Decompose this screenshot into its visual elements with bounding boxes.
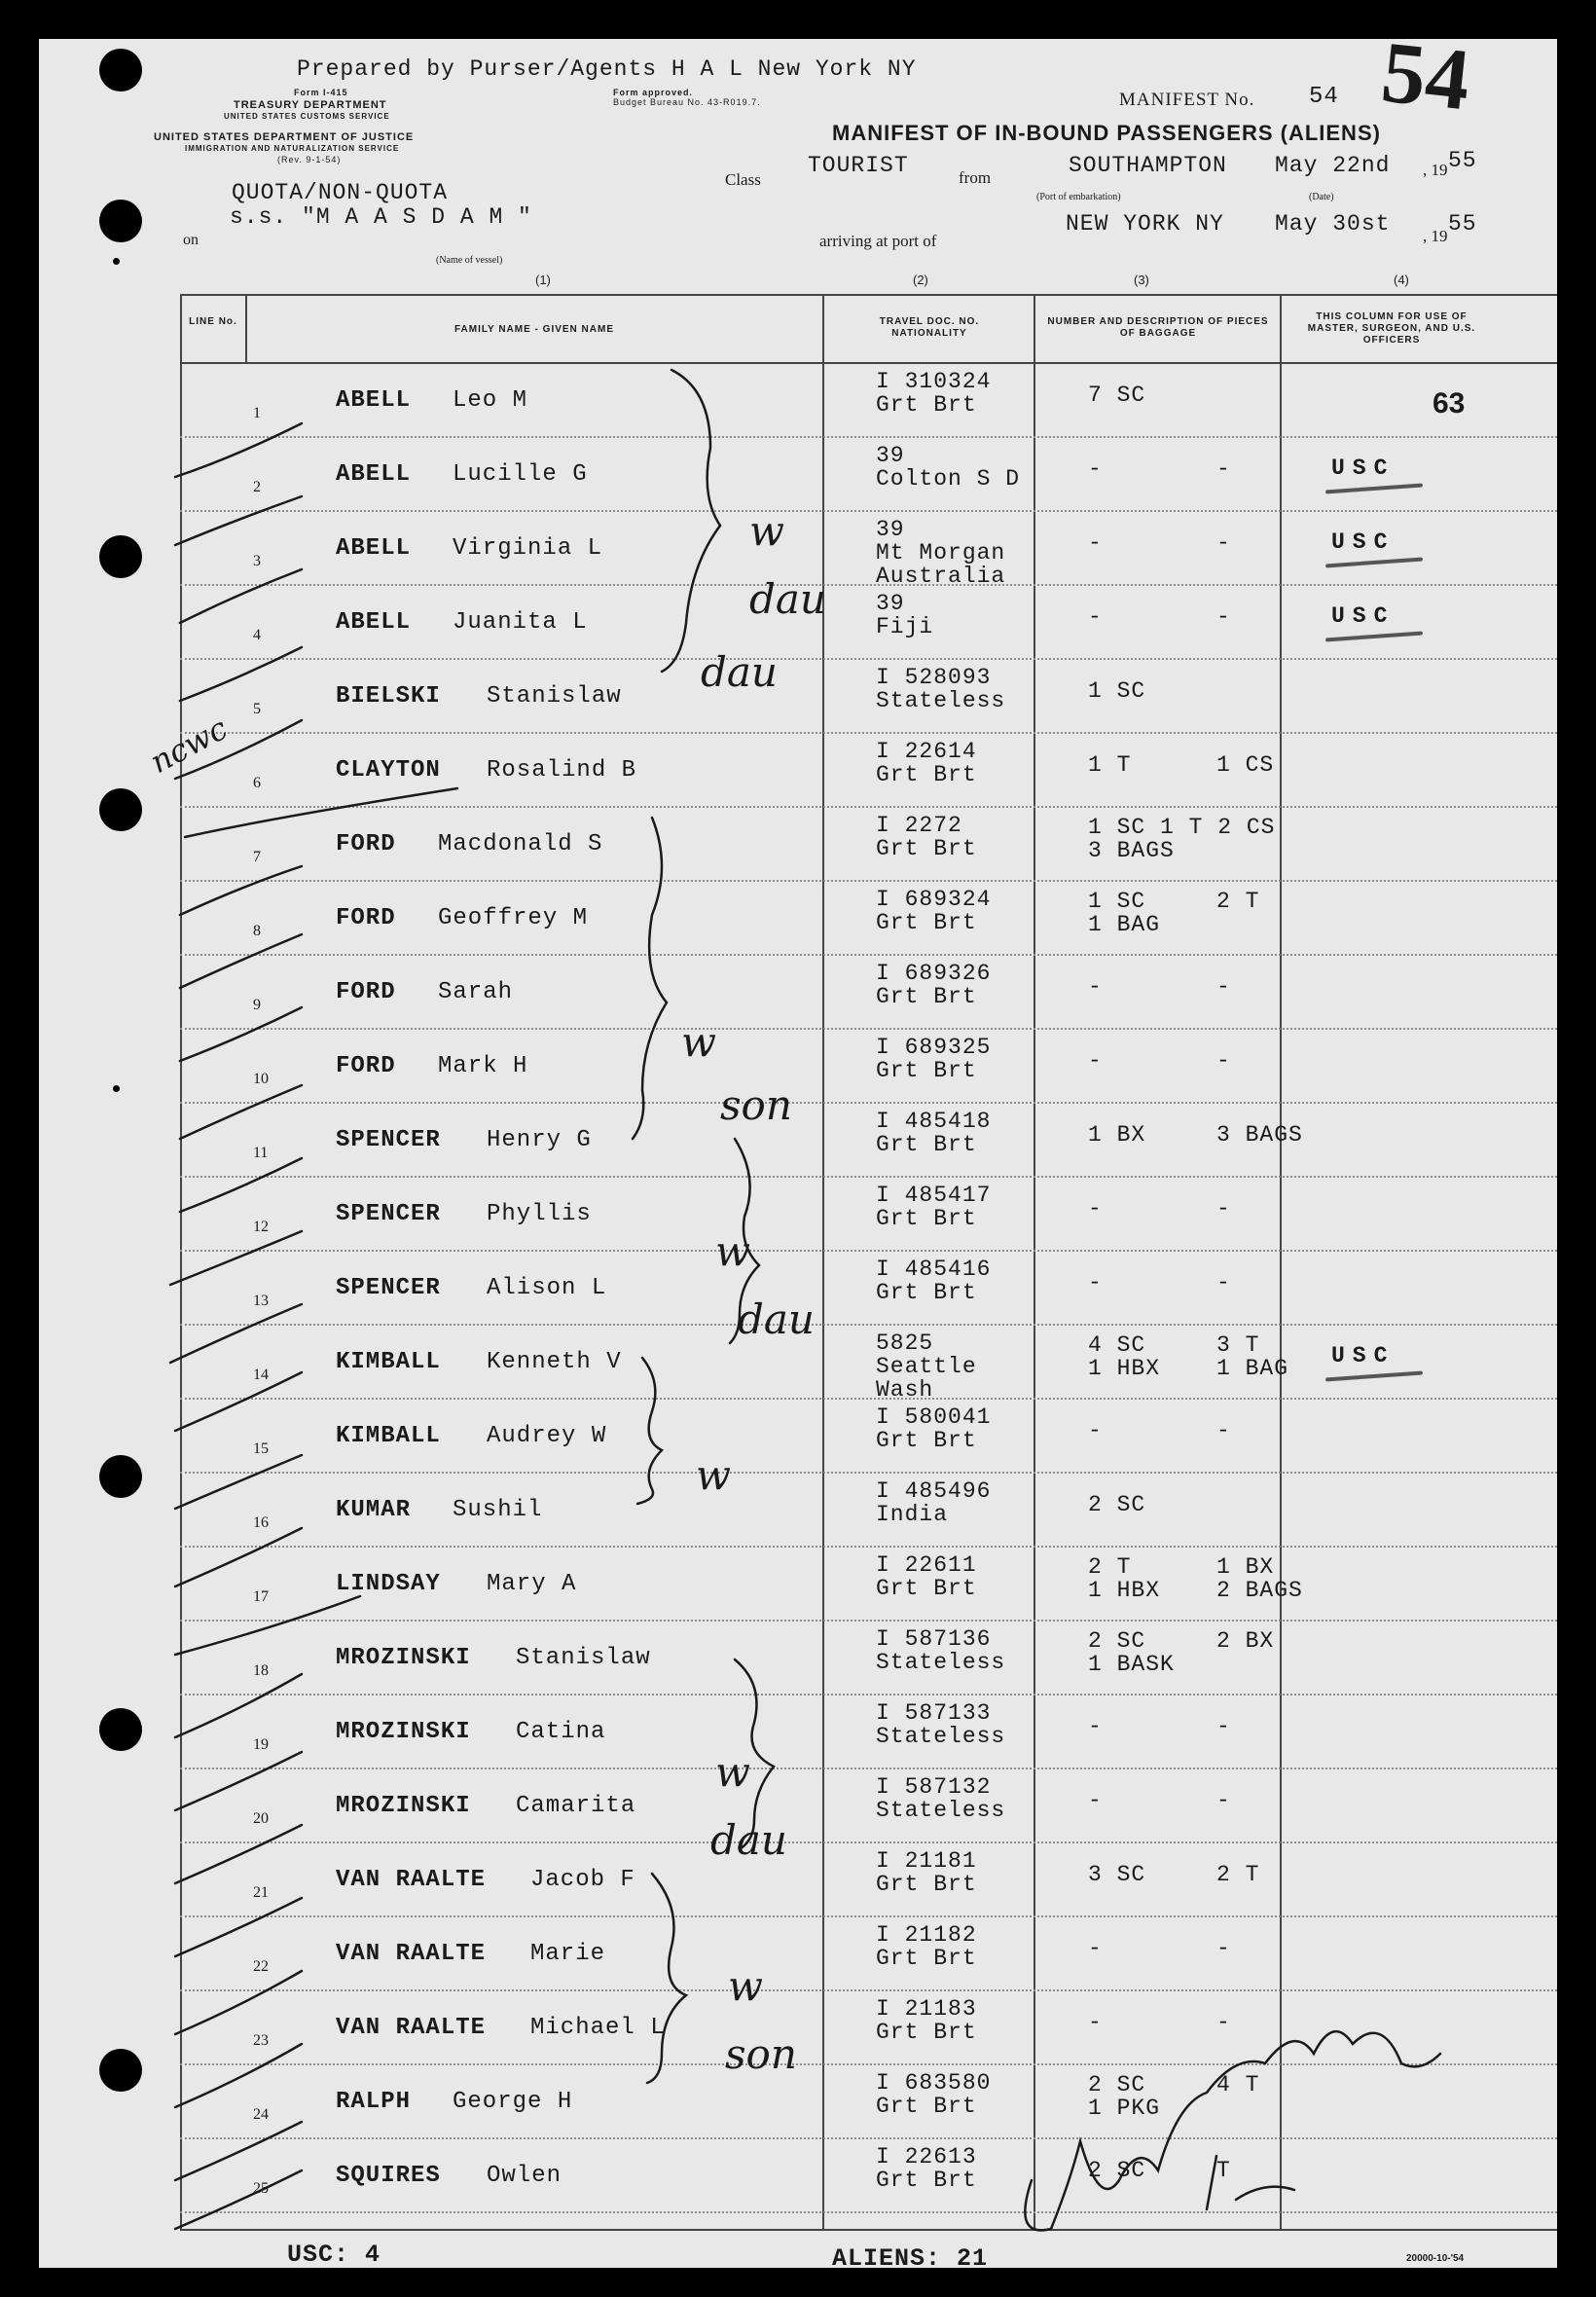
family-name: ABELL [336,535,412,562]
manifest-sheet [39,23,1557,2273]
baggage-desc: 1 CS [1216,752,1275,778]
travel-doc-number: I 587133 [876,1700,992,1726]
nationality: Grt Brt [876,762,977,787]
year-prefix: , 19 [1423,161,1448,179]
baggage-desc: 1 T [1088,752,1132,778]
given-name: Audrey W [487,1423,607,1449]
travel-doc-number: I 689324 [876,887,992,912]
family-name: MROZINSKI [336,1645,471,1671]
port-of-arrival: NEW YORK NY [1066,211,1224,237]
annotation-w: w [696,1451,731,1499]
line-number: 12 [253,1219,269,1235]
given-name: Jacob F [530,1867,635,1893]
customs-service: UNITED STATES CUSTOMS SERVICE [224,112,390,121]
line-number: 21 [253,1884,269,1901]
baggage-desc: - [1216,1048,1231,1074]
line-number: 25 [253,2180,269,2197]
travel-doc-number: I 22613 [876,2144,977,2169]
family-name: RALPH [336,2089,412,2115]
given-name: Henry G [487,1127,592,1153]
ins: IMMIGRATION AND NATURALIZATION SERVICE [185,144,400,153]
col-number-3: (3) [1134,273,1149,287]
nationality: Grt Brt [876,984,977,1009]
travel-doc-number: 39 [876,517,905,542]
nationality: India [876,1502,949,1527]
baggage-desc: - [1216,456,1231,482]
prepared-by: Prepared by Purser/Agents H A L New York NY [297,56,917,82]
header-travel-doc: TRAVEL DOC. NO. NATIONALITY [879,316,980,339]
travel-doc-number: I 22611 [876,1552,977,1578]
family-name: SPENCER [336,1201,441,1227]
baggage-desc: - [1088,1714,1103,1739]
line-number: 13 [253,1293,269,1309]
family-name: ABELL [336,609,412,636]
travel-doc-number: 39 [876,443,905,468]
nationality: Grt Brt [876,392,977,418]
embarkation-date: May 22nd [1275,153,1391,178]
usc-total: USC: 4 [287,2241,381,2269]
baggage-desc: - [1088,456,1103,482]
given-name: Michael L [530,2015,666,2041]
given-name: Alison L [487,1275,607,1301]
baggage-desc: - [1216,1196,1231,1221]
annotation-dau: dau [710,1816,787,1864]
nationality: Grt Brt [876,1576,977,1601]
family-name: ABELL [336,387,412,414]
baggage-desc: - [1216,1270,1231,1295]
nationality: Grt Brt [876,1280,977,1305]
manifest-label: MANIFEST No. [1119,90,1255,110]
baggage-desc: - [1088,1196,1103,1221]
baggage-desc: - [1088,1270,1103,1295]
travel-doc-number: I 587136 [876,1626,992,1652]
annotation-w: w [749,507,784,555]
quota-status: QUOTA/NON-QUOTA [232,180,449,205]
travel-doc-number: I 485496 [876,1478,992,1504]
line-number: 16 [253,1514,269,1531]
line-number: 1 [253,405,261,421]
baggage-desc: 1 SC [1088,678,1146,704]
annotation-w: w [728,1962,763,2010]
line-number: 8 [253,923,261,939]
on-label: on [183,232,199,248]
line-number: 15 [253,1440,269,1457]
baggage-desc: 2 T [1216,1862,1260,1887]
family-name: LINDSAY [336,1571,441,1597]
travel-doc-number: I 528093 [876,665,992,690]
family-name: KIMBALL [336,1349,441,1375]
treasury-dept: TREASURY DEPARTMENT [234,99,387,111]
baggage-desc: 2 SC [1088,2072,1146,2097]
class-value: TOURIST [808,153,909,178]
print-code: 20000-10-'54 [1406,2253,1465,2264]
line-number: 11 [253,1145,269,1161]
travel-doc-number: I 689325 [876,1035,992,1060]
nationality: Grt Brt [876,1132,977,1157]
nationality: Grt Brt [876,836,977,861]
family-name: KUMAR [336,1497,412,1523]
travel-doc-number: I 485418 [876,1109,992,1134]
officer-mark: USC [1331,603,1396,629]
line-number: 18 [253,1662,269,1679]
brace-kimball [637,1358,662,1504]
nationality: Stateless [876,688,1006,713]
check-marks [170,423,457,2229]
baggage-desc: - [1088,974,1103,1000]
given-name: Marie [530,1941,606,1967]
baggage-desc: - [1088,1048,1103,1074]
travel-doc-number: I 21181 [876,1848,977,1874]
manifest-number: 54 [1309,84,1339,110]
baggage-desc: 1 BASK [1088,1652,1175,1677]
baggage-desc: 1 BAG [1088,912,1161,937]
nationality: Stateless [876,1798,1006,1823]
baggage-desc: - [1216,1714,1231,1739]
line-number: 3 [253,553,261,569]
manifest-title: MANIFEST OF IN-BOUND PASSENGERS (ALIENS) [832,121,1381,145]
baggage-desc: - [1216,1936,1231,1961]
family-name: BIELSKI [336,683,441,710]
line-number: 19 [253,1736,269,1753]
aliens-total: ALIENS: 21 [832,2244,989,2273]
vessel-caption: (Name of vessel) [436,255,503,266]
baggage-desc: 3 T [1216,1332,1260,1358]
vessel-name: s.s. "M A A S D A M " [230,204,532,230]
family-name: VAN RAALTE [336,1941,487,1967]
family-name: MROZINSKI [336,1719,471,1745]
nationality: Fiji [876,614,934,639]
family-name: VAN RAALTE [336,2015,487,2041]
port-of-embarkation: SOUTHAMPTON [1069,153,1227,178]
baggage-desc: 1 BX [1216,1554,1275,1580]
baggage-desc: 4 SC [1088,1332,1146,1358]
nationality: Grt Brt [876,910,977,935]
given-name: Owlen [487,2163,562,2189]
given-name: Sarah [438,979,514,1005]
annotation-son: son [720,1081,792,1129]
family-name: MROZINSKI [336,1793,471,1819]
baggage-desc: 2 SC [1088,1628,1146,1654]
family-name: ABELL [336,461,412,488]
arriving-label: arriving at port of [819,232,937,250]
given-name: Rosalind B [487,757,637,784]
baggage-desc: 4 T [1216,2072,1260,2097]
line-number: 24 [253,2106,269,2123]
header-line-no: LINE No. [189,316,237,327]
given-name: Kenneth V [487,1349,622,1375]
given-name: Juanita L [453,609,588,636]
line-number: 5 [253,701,261,717]
col-number-2: (2) [913,273,928,287]
baggage-desc: 2 T [1216,889,1260,914]
baggage-desc: - [1088,2010,1103,2035]
travel-doc-number: I 689326 [876,961,992,986]
baggage-desc: 1 SC 1 T 2 CS [1088,815,1276,840]
nationality: Grt Brt [876,2094,977,2119]
baggage-desc: 1 BAG [1216,1356,1289,1381]
date-caption: (Date) [1309,192,1334,202]
line-number: 7 [253,849,261,865]
given-name: Macdonald S [438,831,603,857]
doj: UNITED STATES DEPARTMENT OF JUSTICE [154,131,415,143]
line-number: 6 [253,775,261,791]
line-number: 2 [253,479,261,495]
embarkation-year: 55 [1448,148,1477,173]
nationality: Grt Brt [876,1872,977,1897]
given-name: Stanislaw [516,1645,651,1671]
baggage-desc: 2 BX [1216,1628,1275,1654]
line-number: 22 [253,1958,269,1975]
nationality: Grt Brt [876,1058,977,1083]
officer-mark: USC [1331,529,1396,555]
baggage-desc: 2 SC [1088,2158,1146,2183]
baggage-desc: - [1088,1418,1103,1443]
brace-ford [633,818,667,1139]
header-baggage: NUMBER AND DESCRIPTION OF PIECES OF BAGGAGE [1047,316,1269,339]
baggage-desc: 1 HBX [1088,1356,1161,1381]
family-name: FORD [336,905,396,931]
given-name: Geoffrey M [438,905,589,931]
nationality: Mt Morgan Australia [876,540,1006,589]
annotation-w: w [681,1018,716,1066]
nationality: Grt Brt [876,1206,977,1231]
annotation-dau: dau [701,648,778,696]
given-name: Stanislaw [487,683,622,710]
col-number-1: (1) [535,273,551,287]
line-number: 14 [253,1367,269,1383]
baggage-desc: 1 BX [1088,1122,1146,1148]
annotation-son: son [725,2030,797,2078]
line-number: 4 [253,627,261,643]
nationality: Seattle Wash [876,1354,977,1403]
annotation-w: w [715,1748,750,1796]
travel-doc-number: 5825 [876,1331,934,1356]
revision: (Rev. 9-1-54) [277,155,342,164]
given-name: Catina [516,1719,606,1745]
travel-doc-number: I 580041 [876,1404,992,1430]
baggage-desc: 3 BAGS [1216,1122,1303,1148]
signature [1025,2031,1440,2230]
family-name: SPENCER [336,1275,441,1301]
annotation-dau: dau [749,575,826,623]
header-name: FAMILY NAME - GIVEN NAME [453,324,614,335]
annotation-dau: dau [738,1295,815,1343]
line-number: 10 [253,1071,269,1087]
nationality: Colton S D [876,466,1021,492]
given-name: Sushil [453,1497,543,1523]
class-label: Class [725,170,761,189]
given-name: Mark H [438,1053,528,1079]
nationality: Grt Brt [876,2020,977,2045]
nationality: Stateless [876,1650,1006,1675]
baggage-desc: - [1216,604,1231,630]
margin-note: ncwc [143,710,234,782]
line-number: 17 [253,1588,269,1605]
baggage-desc: - [1216,530,1231,556]
family-name: SPENCER [336,1127,441,1153]
family-name: FORD [336,1053,396,1079]
annotation-w: w [715,1227,750,1275]
travel-doc-number: I 22614 [876,739,977,764]
travel-doc-number: I 2272 [876,813,962,838]
nationality: Stateless [876,1724,1006,1749]
form-number: Form I-415 [294,88,348,97]
baggage-desc: - [1088,530,1103,556]
arrival-year: 55 [1448,211,1477,237]
baggage-desc: - [1088,604,1103,630]
given-name: Mary A [487,1571,577,1597]
brace-abell [662,370,720,672]
travel-doc-number: I 21183 [876,1996,977,2022]
baggage-desc: 1 HBX [1088,1578,1161,1603]
budget-bureau: Budget Bureau No. 43-R019.7. [613,97,761,107]
brace-vanraalte [647,1874,686,2083]
baggage-desc: - [1216,2010,1231,2035]
travel-doc-number: I 485417 [876,1183,992,1208]
family-name: SQUIRES [336,2163,441,2189]
officer-mark: USC [1331,456,1396,481]
baggage-desc: - [1216,974,1231,1000]
form-approved: Form approved. [613,88,694,97]
family-name: VAN RAALTE [336,1867,487,1893]
given-name: Camarita [516,1793,636,1819]
baggage-desc: 1 PKG [1088,2096,1161,2121]
given-name: Phyllis [487,1201,592,1227]
travel-doc-number: I 587132 [876,1774,992,1800]
baggage-desc: - [1088,1936,1103,1961]
travel-doc-number: I 683580 [876,2070,992,2096]
baggage-desc: T [1216,2158,1231,2183]
baggage-desc: 2 T [1088,1554,1132,1580]
officer-mark: USC [1331,1343,1396,1368]
col-number-4: (4) [1394,273,1409,287]
line-number: 20 [253,1810,269,1827]
year-prefix: , 19 [1423,227,1448,245]
baggage-desc: 3 SC [1088,1862,1146,1887]
baggage-desc: 1 SC [1088,889,1146,914]
baggage-desc: - [1216,1788,1231,1813]
baggage-desc: 2 BAGS [1216,1578,1303,1603]
family-name: FORD [336,831,396,857]
stamped-page-number: 54 [1377,23,1474,129]
from-label: from [959,168,992,187]
travel-doc-number: I 21182 [876,1922,977,1948]
nationality: Grt Brt [876,1946,977,1971]
given-name: George H [453,2089,573,2115]
baggage-desc: 7 SC [1088,383,1146,408]
baggage-desc: - [1088,1788,1103,1813]
travel-doc-number: I 310324 [876,369,992,394]
family-name: KIMBALL [336,1423,441,1449]
baggage-desc: 2 SC [1088,1492,1146,1517]
line-number: 9 [253,997,261,1013]
nationality: Grt Brt [876,1428,977,1453]
handwriting-layer [39,39,1557,2268]
given-name: Lucille G [453,461,588,488]
port-caption: (Port of embarkation) [1036,192,1121,202]
family-name: CLAYTON [336,757,441,784]
travel-doc-number: 39 [876,591,905,616]
nationality: Grt Brt [876,2168,977,2193]
given-name: Leo M [453,387,528,414]
travel-doc-number: I 485416 [876,1257,992,1282]
officer-count: 63 [1433,387,1466,419]
header-officers: THIS COLUMN FOR USE OF MASTER, SURGEON, AND U.S. OFFICERS [1307,311,1476,346]
arrival-date: May 30st [1275,211,1391,237]
family-name: FORD [336,979,396,1005]
line-number: 23 [253,2032,269,2049]
baggage-desc: 3 BAGS [1088,838,1175,863]
baggage-desc: - [1216,1418,1231,1443]
given-name: Virginia L [453,535,603,562]
